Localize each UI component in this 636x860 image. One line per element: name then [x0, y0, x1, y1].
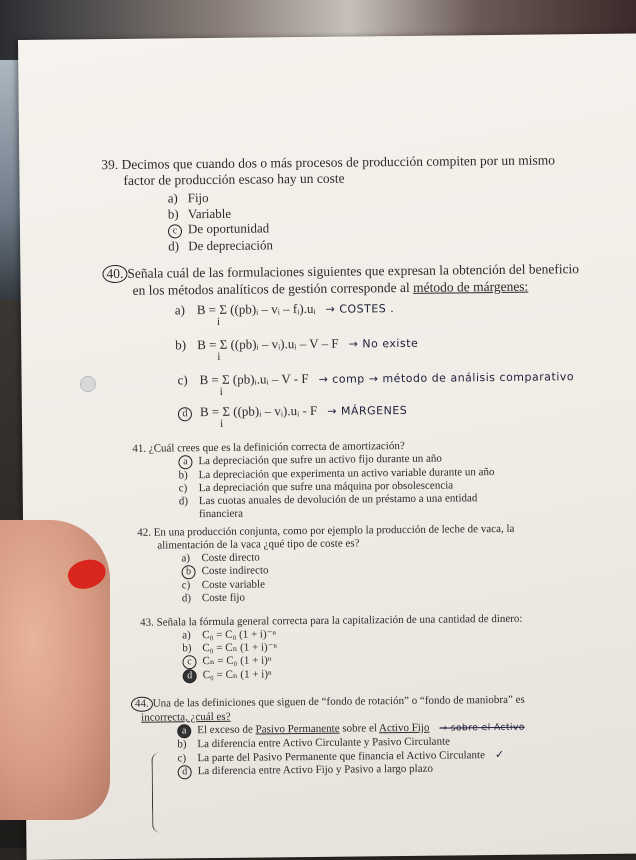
question-39-option-c: c De oportunidad [168, 217, 556, 238]
question-42-option-a: a) Coste directo [181, 551, 260, 565]
question-40-stem-2-underlined: método de márgenes: [412, 278, 529, 295]
answer-circle-mark: c [168, 224, 182, 238]
question-42-stem-1: 42. En una producción conjunta, como por ejemplo la producción de leche de vaca, la [137, 522, 515, 539]
question-39 [101, 152, 556, 254]
question-41-option-d: d) Las cuotas anuales de devolución de un préstamo a una entidad [178, 492, 478, 508]
answer-circle-mark: d [178, 765, 192, 779]
answer-filled-mark: d [183, 669, 197, 683]
answer-filled-mark: a [177, 724, 191, 738]
question-42-option-d: d) Coste fijo [181, 591, 246, 605]
question-40-formula-d: d B = Σ ((pb)ᵢ – vᵢ).uᵢ - F → MÁRGENES i [178, 402, 408, 421]
question-41 [132, 439, 495, 522]
question-39-stem-1: 39. Decimos que cuando dos o más procesos de producción compiten por un mismo [101, 152, 556, 173]
answer-circle-mark: b [182, 565, 196, 579]
handwritten-note: → COSTES . [325, 302, 395, 316]
handwritten-note: → No existe [348, 336, 419, 351]
handwritten-bracket [151, 753, 163, 833]
question-41-option-d-cont: financiera [198, 507, 244, 521]
question-43-option-a: a) C₀ = C₀ (1 + i)⁻ⁿ [182, 628, 276, 642]
question-40-formula-b: b) B = Σ ((pb)ᵢ – vᵢ).uᵢ – V – F → No existe i [175, 335, 419, 363]
handwritten-note: → comp → método de análisis comparativo [318, 370, 575, 386]
question-40-stem-2: en los métodos analíticos de gestión corresponde al [132, 279, 414, 298]
punch-hole [80, 376, 96, 392]
question-43-option-d: d C₀ = Cₙ (1 + i)ⁿ [183, 666, 524, 684]
question-44-stem-1: Una de las definiciones que siguen de “fondo de rotación” o “fondo de maniobra” es [152, 693, 525, 710]
question-44-number: 44. [131, 697, 153, 712]
question-44-option-a: a El exceso de Pasivo Permanente sobre el Activo Fijo → sobre el Activo [177, 721, 525, 739]
question-42-option-b: b Coste indirecto [182, 562, 515, 579]
question-42-stem-2: alimentación de la vaca ¿qué tipo de coste es? [157, 537, 360, 552]
question-39-option-b: b) Variable [167, 205, 232, 221]
question-41-stem: 41. ¿Cuál crees que es la definición correcta de amortización? [132, 439, 405, 455]
question-40-number: 40. [102, 265, 127, 283]
answer-circle-mark: c [182, 655, 196, 669]
question-39-option-d: d) De depreciación [168, 237, 274, 254]
question-40-formula-a: a) B = Σ ((pb)ᵢ – vᵢ – fᵢ).uᵢ → COSTES . i [174, 300, 395, 328]
handwritten-note: → sobre el Activo [439, 722, 525, 734]
question-44-option-d: d La diferencia entre Activo Fijo y Pasivo a largo plazo [178, 762, 526, 780]
question-40-stem-1: Señala cuál de las formulaciones siguientes que expresan la obtención del beneficio [127, 261, 580, 281]
question-39-stem-2: factor de producción escaso hay un coste [123, 170, 345, 188]
question-41-option-b: b) La depreciación que experimenta un activo variable durante un año [178, 466, 495, 482]
handwritten-note: → MÁRGENES [327, 403, 408, 418]
question-41-option-a: a La depreciación que sufre un activo fijo durante un año [178, 452, 494, 469]
answer-circle-mark: d [178, 407, 192, 421]
question-42 [137, 523, 515, 606]
exam-paper [18, 33, 636, 859]
question-42-option-c: c) Coste variable [181, 578, 266, 592]
question-43 [140, 613, 523, 684]
question-44-option-b: b) La diferencia entre Activo Circulante y Pasivo Circulante [177, 735, 451, 751]
question-43-option-b: b) C₀ = Cₙ (1 + i)⁻ⁿ [182, 641, 278, 655]
question-39-option-a: a) Fijo [167, 190, 209, 206]
question-43-stem: 43. Señala la fórmula general correcta para la capitalización de una cantidad de dinero: [140, 612, 523, 629]
question-44 [134, 693, 526, 780]
answer-circle-mark: a [178, 455, 192, 469]
question-44-stem-2: incorrecta, ¿cuál es? [141, 710, 231, 724]
question-40 [108, 260, 579, 299]
question-44-option-c: c) La parte del Pasivo Permanente que financia el Activo Circulante ✓ [177, 747, 505, 765]
question-43-option-c: c Cₙ = C₀ (1 + i)ⁿ [182, 652, 523, 670]
question-40-formula-c: c) B = Σ (pb)ᵢ.uᵢ – V - F → comp → método de análisis comparativo i [177, 370, 575, 398]
question-41-option-c: c) La depreciación que sufre una máquina por obsolescencia [178, 479, 454, 495]
handwritten-check-icon: ✓ [494, 747, 505, 762]
